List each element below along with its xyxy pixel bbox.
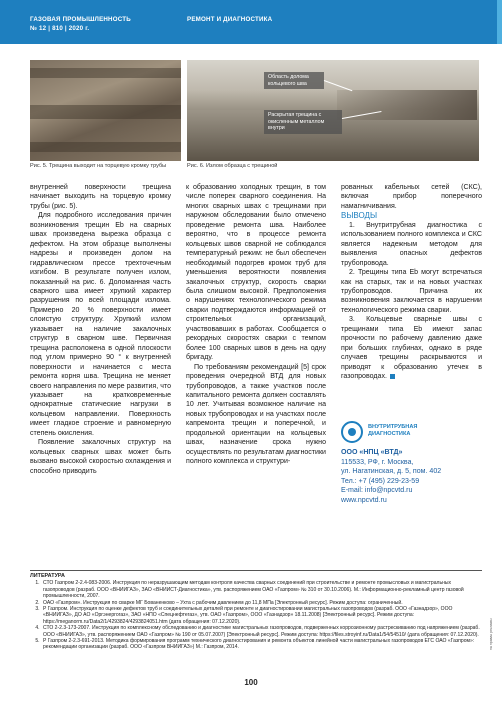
literature-item: 2. ОАО «Газпром». Инструкция по сварке МГ Бованенково – Ухта с рабочим давлением до 11,8 МПа [Электронный ресурс]. Режим доступа: ограниченный.	[41, 600, 482, 606]
paragraph: Появление закалочных структур на кольцевых сварных швах может быть вызвано высокой скоростью охлаждения и способно приводить	[30, 439, 171, 475]
paragraph: По требованиям рекомендаций [5] срок проведения очередной ВТД для новых трубопроводов, а также участков после капитального ремонта должен составлять 10 лет. Учитывая возможное наличие на новых трубопроводах и на участках после капремонта трещин и поперечной, и продольной ориентации на кольцевых швах, назначение срока нужно осуществлять по результатам диагностики полного комплекса и структури-	[186, 363, 326, 466]
paragraph: внутренней поверхности трещина начинает выходить на торцевую кромку трубы (рис. 5).	[30, 184, 171, 210]
literature-item: 5. Р Газпром 2-2.3-691-2013. Методика формирования программ технического диагностирования и ремонта объектов линейной части магистральных газопроводов ЕГС ОАО «Газпром»: рекомендации организации (разраб. ООО «Газпром ВНИИГАЗ») М.: Газпром, 2014.	[41, 638, 482, 651]
literature-list	[30, 580, 482, 650]
text-column-2	[186, 183, 326, 467]
literature-title: ЛИТЕРАТУРА	[30, 573, 65, 579]
conclusions-title: ВЫВОДЫ	[341, 211, 378, 221]
literature-divider	[30, 570, 482, 571]
literature-item: 4. СТО 2-2.3-173-2007. Инструкция по комплексному обследованию и диагностике магистральных газопроводов, подверженных коррозионному растрескиванию под напряжением (разраб. ООО «ВНИИГАЗ», утв. распоряжением ОАО «Газпром» № 190 от 05.07.2007) [Электронный ресурс]. Режим доступа: https://files.stroyinf.ru/Data1/54/54510/ (дата обращения: 07.12.2020).	[41, 625, 482, 638]
end-of-article-icon	[390, 374, 395, 379]
figure-6-caption: Рис. 6. Излом образца с трещиной	[187, 163, 278, 169]
page-number: 100	[244, 678, 258, 687]
company-address-line-1: 115533, РФ, г. Москва,	[341, 458, 414, 466]
edge-strip	[497, 0, 502, 44]
company-name: ООО «НПЦ «ВТД»	[341, 449, 403, 456]
figure-6-callout-1: Область долома кольцевого шва	[264, 72, 324, 89]
advertising-label: на правах рекламы	[489, 618, 493, 650]
paragraph: к образованию холодных трещин, в том числе поперек сварного соединения. На многих сварных швах с трещинами при наружном обследовании было отмечено проведение ремонта шва. Наиболее вероятно, что в процессе ремонта кольцевых швов сварной не соблюдался температурный режим: не был обеспечен необходимый подогрев кромок труб для уменьшения вероятности появления закалочных структур, скорость сварки была слишком высокой. Предположения о нарушениях технологического режима сварки подтверждаются информацией от строительных организаций, участвовавших в работах. Сообщается о рекордных скоростях сварки с темпом более 100 сварных швов в день на одну бригаду.	[186, 184, 326, 362]
section-title: РЕМОНТ И ДИАГНОСТИКА	[187, 16, 273, 23]
text-column-3	[341, 183, 482, 382]
conclusion-text: 3. Кольцевые сварные швы с трещинами типа Eb имеют запас прочности по рабочему давлению даже при больших глубинах, однако в ряде случаев трещины раскрываются и приводят к образованию утечек в газопроводах.	[341, 316, 482, 381]
company-logo	[341, 421, 441, 443]
figure-5-caption: Рис. 5. Трещина выходит на торцевую кромку трубы	[30, 163, 167, 169]
company-email[interactable]: E-mail: info@npcvtd.ru	[341, 487, 413, 495]
company-website[interactable]: www.npcvtd.ru	[341, 496, 387, 504]
company-phone: Тел.: +7 (495) 229-23-59	[341, 477, 420, 485]
paragraph: рованных кабельных сетей (СКС), включая прибор поперечного намагничивания.	[341, 184, 482, 210]
figure-6-photo	[187, 60, 479, 161]
magazine-info	[30, 16, 131, 33]
figure-6-callout-2: Раскрытая трещина с окисленным металлом внутри	[264, 110, 342, 134]
conclusion-item: 2. Трещины типа Eb могут встречаться как на старых, так и на новых участках трубопроводов. Причина их возникновения заключается в нарушении технологического режима сварки.	[341, 269, 482, 314]
literature-item: 3. Р Газпром. Инструкция по оценке дефектов труб и соединительных деталей при ремонте и диагностировании магистральных газопроводов (разраб. ООО «Газнадзор», ООО «ВНИИГАЗ», ДО АО «Оргэнергогаз», ЗАО «НПО «Спецнефтегаз», утв. ОАО «Газпром», ООО «Газнадзор» 18.11.2008) [Электронный ресурс]. Режим доступа: https://meganorm.ru/Data2/1/4293824/4293824051.htm (дата обращения: 07.12.2020).	[41, 606, 482, 625]
conclusion-item	[341, 315, 482, 381]
figure-5-photo	[30, 60, 181, 161]
literature-item: 1. СТО Газпром 2-2.4-083-2006. Инструкция по неразрушающим методам контроля качества сварных соединений при строительстве и ремонте промысловых и магистральных газопроводов (разраб. ООО «ВНИИГАЗ», ЗАО «ВНИИСТ-Диагностика», утв. распоряжением ОАО «Газпром» № 310 от 30.10.2006). М.: Информационно-рекламный центр газовой промышленности, 2007.	[41, 580, 482, 599]
paragraph: Для подробного исследования причин возникновения трещин Eb на сварных швах произведена вырезка образца с дефектом. На этом образце выполнены надрезы и произведен долом на гидравлическом прессе трехточечным изгибом. В результате получен излом, показанный на рис. 6. Доломанная часть сварного шва имеет хрупкий характер разрушения по всей площади излома. Примерно 20 % поверхности имеет слоистую структуру. Хрупкий излом указывает на наличие закалочных структур в сварном шве. Первичная трещина расположена в одной плоскости под углом примерно 90 ° к внутренней поверхности и начинается с места ремонта корня шва. Трещина не меняет своего направления по мере развития, что указывает на кратковременные однократные статические нагрузки в кольцевом направлении. Поверхность имеет гладкое строение и равномерную степень окисления.	[30, 212, 171, 437]
text-column-1	[30, 183, 171, 476]
issue-number: № 12 | 810 | 2020 г.	[30, 24, 90, 32]
literature-section	[30, 573, 482, 651]
conclusion-item: 1. Внутритрубная диагностика с использованием полного комплекса и СКС является надежным методом для выявления опасных дефектов трубопровода.	[341, 221, 482, 267]
magazine-title: ГАЗОВАЯ ПРОМЫШЛЕННОСТЬ	[30, 16, 131, 23]
logo-mark-icon	[341, 421, 363, 443]
company-contacts	[341, 448, 491, 506]
page-header	[0, 0, 502, 44]
company-address-line-2: ул. Нагатинская, д. 5, пом. 402	[341, 468, 442, 476]
logo-text: ВНУТРИТРУБНАЯ ДИАГНОСТИКА	[368, 424, 418, 437]
